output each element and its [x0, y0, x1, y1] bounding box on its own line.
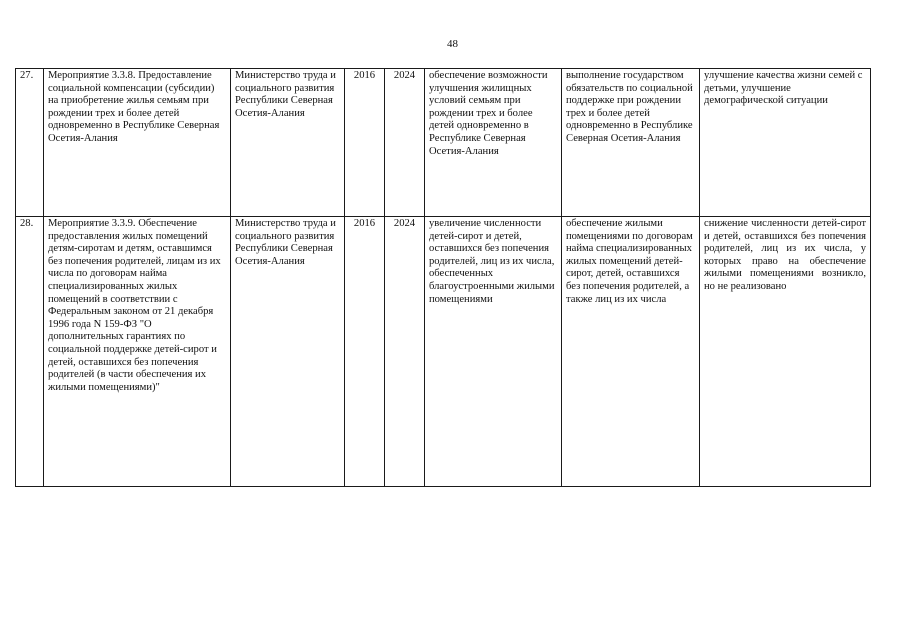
indicator-cell: обеспечение жилыми помещениями по договорам найма специализированных жилых помещений детей-сирот, детей, оставшихся без попечения родителей, а также лиц из их числа [562, 217, 700, 487]
result-cell: обеспечение возможности улучшения жилищных условий семьям при рождении трех и более детей одновременно в Республике Северная Осетия-Алания [425, 69, 562, 217]
year-start-cell: 2016 [345, 217, 385, 487]
year-start-cell: 2016 [345, 69, 385, 217]
measure-cell: Мероприятие 3.3.8. Предоставление социальной компенсации (субсидии) на приобретение жилья семьям при рождении трех и более детей одновременно в Республике Северная Осетия-Алания [44, 69, 231, 217]
year-end-cell: 2024 [385, 69, 425, 217]
consequence-cell: снижение численности детей-сирот и детей, оставшихся без попечения родителей, лиц из их числа, у которых право на обеспечение жилыми помещениями возникло, но не реализовано [700, 217, 871, 487]
page-number: 48 [447, 38, 458, 50]
consequence-cell: улучшение качества жизни семей с детьми, улучшение демографической ситуации [700, 69, 871, 217]
measure-cell: Мероприятие 3.3.9. Обеспечение предоставления жилых помещений детям-сиротам и детям, оставшимся без попечения родителей, лицам из их числа по договорам найма специализированных жилых помещений в соответствии с Федеральным законом от 21 декабря 1996 года N 159-ФЗ "О дополнительных гарантиях по социальной поддержке детей-сирот и детей, оставшихся без попечения родителей (в части обеспечения их жилыми помещениями)" [44, 217, 231, 487]
table-row [16, 69, 871, 217]
result-cell: увеличение численности детей-сирот и детей, оставшихся без попечения родителей, лиц из их числа, обеспеченных благоустроенными жилыми помещениями [425, 217, 562, 487]
indicator-cell: выполнение государством обязательств по социальной поддержке при рождении трех и более детей одновременно в Республике Северная Осетия-Алания [562, 69, 700, 217]
executor-cell: Министерство труда и социального развития Республики Северная Осетия-Алания [231, 69, 345, 217]
executor-cell: Министерство труда и социального развития Республики Северная Осетия-Алания [231, 217, 345, 487]
measures-table [15, 68, 871, 487]
row-number-cell: 28. [16, 217, 44, 487]
year-end-cell: 2024 [385, 217, 425, 487]
row-number-cell: 27. [16, 69, 44, 217]
table-row [16, 217, 871, 487]
